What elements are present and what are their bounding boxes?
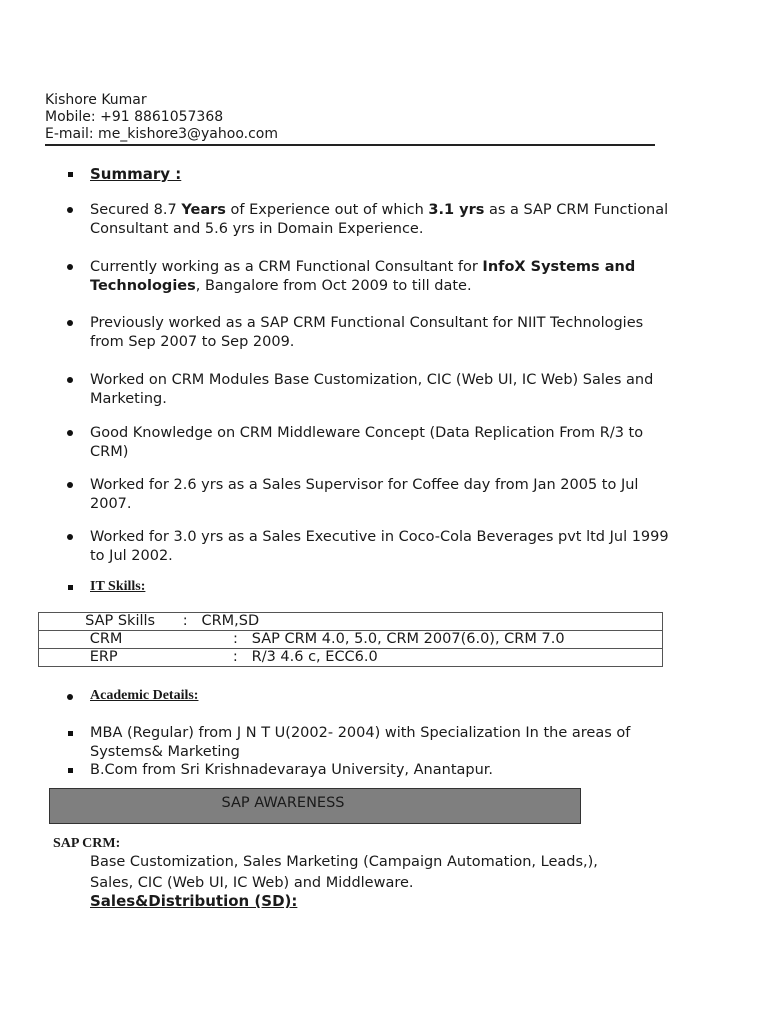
summary-heading: Summary :: [90, 165, 182, 183]
email-address: E-mail: me_kishore3@yahoo.com: [45, 126, 278, 142]
sap-awareness-banner: [49, 788, 581, 824]
sap-crm-label: SAP CRM:: [53, 836, 121, 851]
round-bullet-icon: [67, 264, 73, 270]
round-bullet-icon: [67, 694, 73, 700]
summary-item: Worked for 2.6 yrs as a Sales Supervisor for Coffee day from Jan 2005 to Jul 2007.: [90, 477, 639, 512]
skills-cell: SAP Skills : CRM,SD: [39, 613, 663, 631]
round-bullet-icon: [67, 430, 73, 436]
sap-crm-description: Base Customization, Sales Marketing (Campaign Automation, Leads,), Sales, CIC (Web UI, IC Web) and Middleware.: [90, 854, 598, 891]
summary-item: Previously worked as a SAP CRM Functional Consultant for NIIT Technologies from Sep 2007 to Sep 2009.: [90, 315, 644, 350]
academic-heading: Academic Details:: [90, 688, 199, 703]
round-bullet-icon: [67, 482, 73, 488]
square-bullet-icon: [68, 768, 73, 773]
summary-item: Currently working as a CRM Functional Consultant for InfoX Systems and Technologies, Bangalore from Oct 2009 to till date.: [90, 259, 636, 294]
summary-item: Worked on CRM Modules Base Customization, CIC (Web UI, IC Web) Sales and Marketing.: [90, 372, 654, 407]
skills-cell: ERP : R/3 4.6 c, ECC6.0: [39, 649, 663, 667]
table-row: [39, 631, 663, 649]
skills-cell: CRM : SAP CRM 4.0, 5.0, CRM 2007(6.0), CRM 7.0: [39, 631, 663, 649]
round-bullet-icon: [67, 320, 73, 326]
sap-awareness-title: SAP AWARENESS: [221, 795, 345, 811]
sd-label: Sales&Distribution (SD):: [90, 892, 298, 910]
round-bullet-icon: [67, 534, 73, 540]
academic-item: MBA (Regular) from J N T U(2002- 2004) with Specialization In the areas of Systems& Marketing: [90, 725, 631, 760]
square-bullet-icon: [68, 172, 73, 177]
table-row: [39, 649, 663, 667]
academic-item: B.Com from Sri Krishnadevaraya University, Anantapur.: [90, 762, 494, 778]
it-skills-heading: IT Skills:: [90, 579, 146, 594]
mobile-number: Mobile: +91 8861057368: [45, 109, 224, 125]
round-bullet-icon: [67, 377, 73, 383]
candidate-name: Kishore Kumar: [45, 92, 147, 108]
square-bullet-icon: [68, 731, 73, 736]
summary-item: Good Knowledge on CRM Middleware Concept (Data Replication From R/3 to CRM): [90, 425, 644, 460]
round-bullet-icon: [67, 207, 73, 213]
summary-item: Worked for 3.0 yrs as a Sales Executive in Coco-Cola Beverages pvt ltd Jul 1999 to Jul 2002.: [90, 529, 669, 564]
square-bullet-icon: [68, 585, 73, 590]
it-skills-table: [38, 612, 663, 667]
header-divider: [45, 144, 655, 146]
summary-item: Secured 8.7 Years of Experience out of which 3.1 yrs as a SAP CRM Functional Consultant and 5.6 yrs in Domain Experience.: [90, 202, 669, 237]
table-row: [39, 613, 663, 631]
